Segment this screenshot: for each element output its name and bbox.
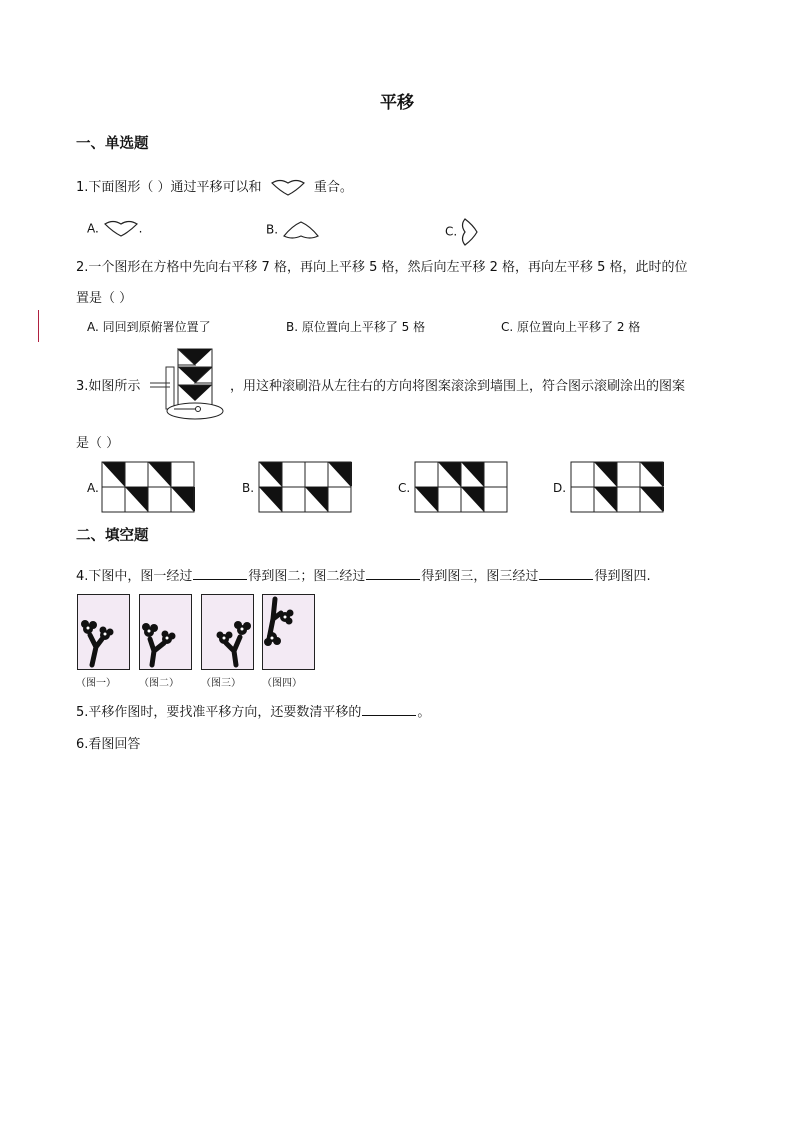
q2-option-b[interactable]: B. 原位置向上平移了 5 格 — [286, 320, 426, 334]
pattern-cell — [617, 462, 640, 487]
q3-option-d-pattern[interactable] — [570, 461, 664, 513]
q2-option-c[interactable]: C. 原位置向上平移了 2 格 — [501, 320, 641, 334]
question-3-text-after: ，用这种滚刷沿从左往右的方向将图案滚涂到墙围上，符合图示滚刷涂出的图案 — [230, 379, 686, 394]
section-heading-single-choice: 一、单选题 — [76, 136, 149, 152]
answer-blank-3[interactable] — [539, 567, 593, 580]
pattern-cell — [571, 462, 594, 487]
question-3-text-before: 3.如图所示 — [76, 379, 141, 394]
inverted-heart-outline-icon — [282, 220, 320, 240]
pattern-cell — [571, 487, 594, 512]
q3-option-c-pattern[interactable] — [414, 461, 508, 513]
q1-option-a-trailing: . — [138, 221, 143, 236]
figure-panel-4 — [262, 594, 315, 670]
pattern-cell — [484, 462, 507, 487]
q2-option-a[interactable]: A. 同回到原俯署位置了 — [87, 320, 211, 334]
question-5-text-after: 。 — [417, 705, 431, 720]
flower-branch-icon — [78, 595, 129, 669]
pattern-cell — [171, 462, 194, 487]
flower-branch-icon — [202, 595, 253, 669]
q1-option-a-label: A. — [87, 221, 99, 236]
question-4-seg-4: 得到图四. — [594, 569, 651, 584]
pattern-cell — [148, 487, 171, 512]
flower-branch-icon — [263, 595, 314, 669]
pattern-cell — [282, 462, 305, 487]
pattern-cell — [305, 462, 328, 487]
question-1-text-after: 重合。 — [313, 180, 353, 195]
rotated-heart-outline-icon — [461, 217, 479, 247]
question-5 — [76, 701, 430, 720]
q1-option-a[interactable] — [87, 220, 142, 238]
section-heading-fill-blank: 二、填空题 — [76, 528, 149, 544]
figure-caption-2: （图二） — [139, 678, 179, 689]
heart-outline-icon — [270, 179, 306, 197]
figure-panel-1 — [77, 594, 130, 670]
figure-caption-4: （图四） — [262, 678, 302, 689]
q3-option-b-pattern[interactable] — [258, 461, 352, 513]
figure-panel-2 — [139, 594, 192, 670]
q3-option-b-label: B. — [242, 481, 255, 495]
pattern-cell — [328, 487, 351, 512]
pattern-cell — [484, 487, 507, 512]
margin-mark — [38, 310, 39, 342]
paint-roller-icon — [148, 343, 232, 423]
q1-option-b-label: B. — [266, 222, 279, 237]
pattern-cell — [415, 462, 438, 487]
answer-blank-4[interactable] — [362, 703, 416, 716]
pattern-cell — [125, 462, 148, 487]
q3-option-a-pattern[interactable] — [101, 461, 195, 513]
question-6: 6.看图回答 — [76, 737, 141, 752]
pattern-cell — [617, 487, 640, 512]
figure-caption-1: （图一） — [76, 678, 116, 689]
question-1 — [76, 176, 353, 197]
answer-blank-2[interactable] — [366, 567, 420, 580]
answer-blank-1[interactable] — [193, 567, 247, 580]
question-4-seg-3: 得到图三，图三经过 — [421, 569, 539, 584]
q1-option-b[interactable] — [266, 220, 320, 240]
heart-outline-icon — [103, 220, 139, 238]
question-2-line-1: 2.一个图形在方格中先向右平移 7 格，再向上平移 5 格，然后向左平移 2 格，再向左平移 5 格，此时的位 — [76, 260, 688, 275]
pattern-cell — [102, 487, 125, 512]
question-3-line-2: 是（ ） — [76, 436, 120, 451]
question-1-text: 1.下面图形（ ）通过平移可以和 — [76, 180, 262, 195]
pattern-cell — [282, 487, 305, 512]
question-5-text: 5.平移作图时，要找准平移方向，还要数清平移的 — [76, 705, 362, 720]
q3-option-a-label: A. — [87, 481, 99, 495]
flower-branch-icon — [140, 595, 191, 669]
q1-option-c-label: C. — [445, 224, 458, 239]
question-2-line-2: 置是（ ） — [76, 291, 133, 306]
pattern-cell — [438, 487, 461, 512]
question-4-seg-2: 得到图二；图二经过 — [248, 569, 366, 584]
question-4-seg-1: 4.下图中，图一经过 — [76, 569, 193, 584]
q3-option-c-label: C. — [398, 481, 411, 495]
page-title: 平移 — [380, 93, 414, 113]
question-4 — [76, 565, 651, 584]
figure-caption-3: （图三） — [201, 678, 241, 689]
q3-option-d-label: D. — [553, 481, 567, 495]
q1-option-c[interactable] — [445, 217, 479, 247]
figure-panel-3 — [201, 594, 254, 670]
